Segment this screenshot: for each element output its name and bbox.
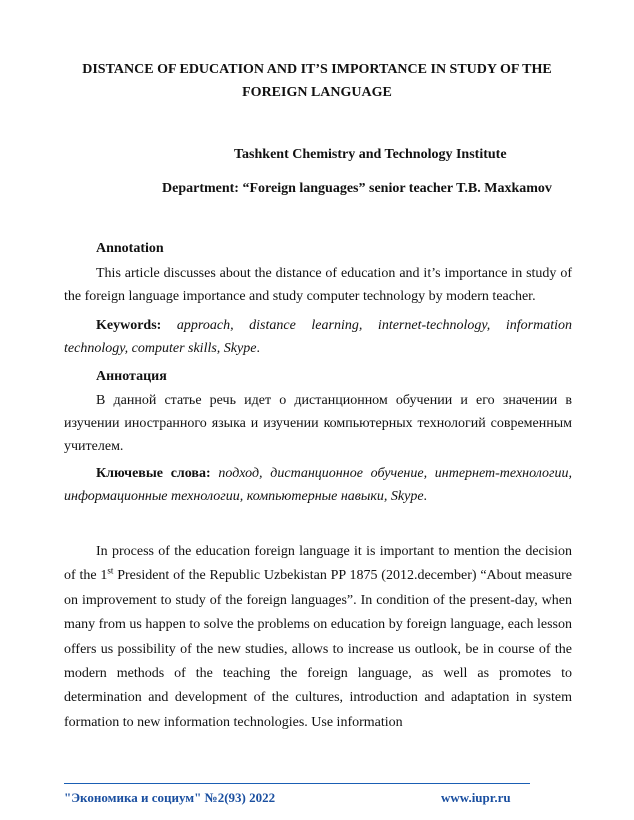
title-line-1: DISTANCE OF EDUCATION AND IT’S IMPORTANCE IN STUDY OF THE	[82, 62, 552, 77]
annotation-heading: Annotation	[96, 241, 164, 256]
keywords-end: .	[256, 341, 260, 356]
keywords-ru-list: подход, дистанционное обучение, интернет-технологии, информационные технологии, компьютерные навыки, Skype	[64, 466, 572, 504]
body-text-part1: In process of the education foreign language it is important to mention the decision of the 1	[64, 544, 572, 584]
annotation-ru-text: В данной статье речь идет о дистанционном обучении и его значении в изучении иностранного языка и изучении компьютерных технологий современным учителем.	[64, 393, 572, 454]
body-text-part2: President of the Republic Uzbekistan PP 1875 (2012.december) “About measure on improvement to study of the foreign languages”. In condition of the present-day, when many from us happen to solve the problems on education by foreign language, each lesson offers us possibility of the new studies, allows to increase us outlook, be in course of the modern methods of the teaching the foreign language, as well as promotes to determination and development of the cultures, introduction and adaptation in system formation to new information technologies. Use information	[64, 568, 572, 730]
footer-journal: "Экономика и социум" №2(93) 2022	[64, 790, 276, 805]
keywords-paragraph	[64, 314, 572, 360]
ordinal-superscript: st	[107, 565, 114, 576]
department-author: Department: “Foreign languages” senior teacher T.B. Maxkamov	[162, 181, 552, 196]
keywords-ru-paragraph	[64, 462, 572, 508]
institute-name: Tashkent Chemistry and Technology Institute	[234, 147, 507, 162]
annotation-ru-heading: Аннотация	[96, 369, 167, 384]
keywords-ru-label: Ключевые слова:	[96, 466, 211, 481]
annotation-text: This article discusses about the distance of education and it’s importance in study of the foreign language importance and study computer technology by modern teacher.	[64, 266, 572, 304]
keywords-ru-end: .	[423, 489, 428, 504]
title-line-2: FOREIGN LANGUAGE	[242, 85, 392, 100]
keywords-label: Keywords:	[96, 318, 162, 333]
body-paragraph	[64, 540, 572, 735]
footer-url[interactable]: www.iupr.ru	[441, 790, 511, 805]
article-title	[40, 58, 594, 104]
footer-divider	[64, 783, 530, 784]
keywords-list: approach, distance learning, internet-technology, information technology, computer skills, Skype	[64, 318, 572, 356]
